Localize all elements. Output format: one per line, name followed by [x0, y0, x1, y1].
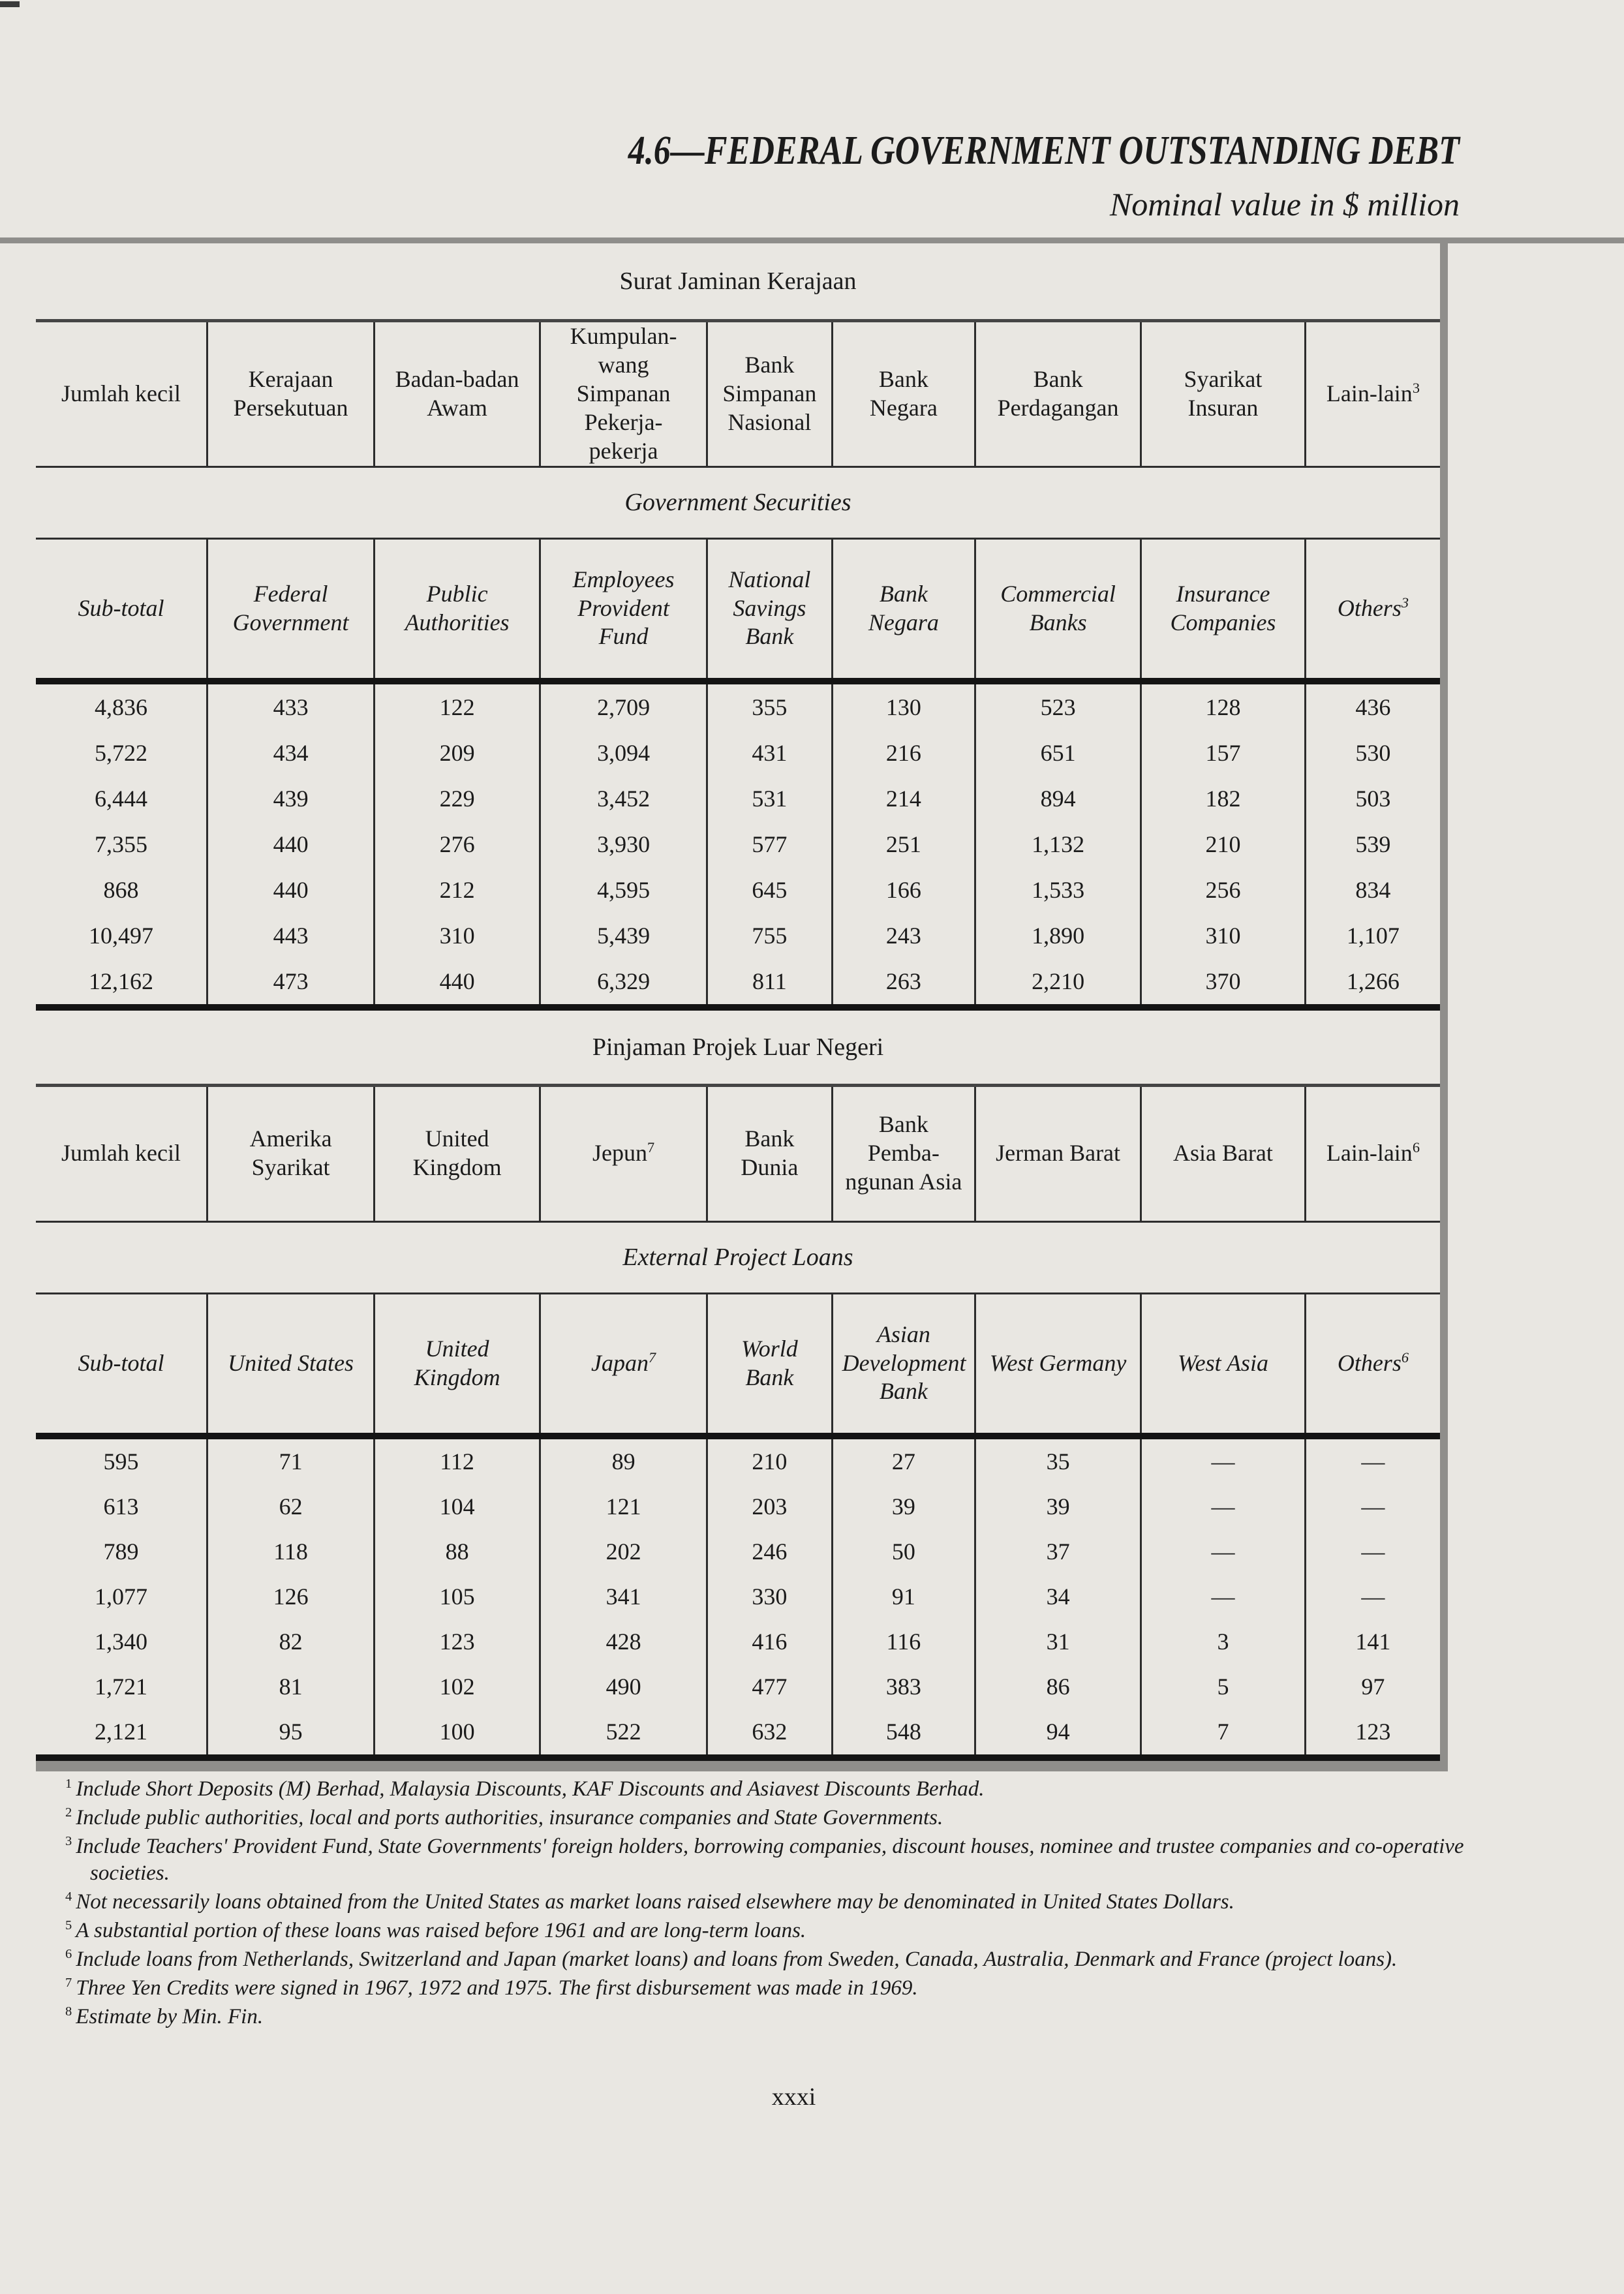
- table-cell: 3,094: [540, 730, 707, 776]
- table-cell: —: [1141, 1574, 1306, 1619]
- table-cell: 71: [207, 1439, 375, 1484]
- table-cell: 4,836: [95, 694, 148, 720]
- col-header: Bank Simpanan Nasional: [707, 321, 833, 467]
- table-row: [36, 1619, 1440, 1664]
- col-header: Federal Government: [207, 538, 375, 681]
- securities-data-table: [36, 684, 1440, 1011]
- securities-header-english: [36, 538, 1440, 684]
- table-row: [36, 776, 1440, 821]
- table-cell: 123: [1305, 1709, 1440, 1758]
- table-cell: 341: [540, 1574, 707, 1619]
- table-cell: 123: [375, 1619, 540, 1664]
- table-cell: —: [1141, 1484, 1306, 1529]
- table-row: [36, 1439, 1440, 1484]
- col-header: West Asia: [1141, 1293, 1306, 1436]
- table-row: [36, 958, 1440, 1007]
- table-cell: 256: [1141, 867, 1306, 913]
- table-cell: —: [1305, 1439, 1440, 1484]
- table-cell: 116: [832, 1619, 975, 1664]
- col-header: World Bank: [707, 1293, 833, 1436]
- table-cell: 202: [540, 1529, 707, 1574]
- table-cell: 355: [707, 684, 833, 730]
- table-row: [36, 1664, 1440, 1709]
- table-cell: 7: [1141, 1709, 1306, 1758]
- table-cell: —: [1305, 1484, 1440, 1529]
- col-header: United Kingdom: [375, 1293, 540, 1436]
- col-header: Others$^3$: [1305, 538, 1440, 681]
- footnote: $^7$ Three Yen Credits were signed in 1967, 1972 and 1975. The first disbursement was made in 1969.: [65, 1976, 918, 2000]
- table-row: [36, 730, 1440, 776]
- footnotes: [65, 1776, 1546, 2032]
- table-cell: 3: [1141, 1619, 1306, 1664]
- external-loans-header-english: [36, 1292, 1440, 1439]
- table-cell: 166: [832, 867, 975, 913]
- table-cell: 251: [832, 821, 975, 867]
- table-cell: 4,595: [540, 867, 707, 913]
- table-cell: 428: [540, 1619, 707, 1664]
- table-cell: 126: [207, 1574, 375, 1619]
- table-cell: 12,162: [89, 968, 154, 994]
- table-cell: 182: [1141, 776, 1306, 821]
- page-number: xxxi: [771, 2083, 816, 2111]
- table-cell: 105: [375, 1574, 540, 1619]
- table-cell: 5: [1141, 1664, 1306, 1709]
- table-cell: 1,132: [975, 821, 1141, 867]
- securities-section-title-english: Government Securities: [624, 489, 851, 517]
- table-cell: 5,722: [95, 739, 148, 766]
- table-cell: 1,077: [95, 1583, 148, 1610]
- table-cell: 81: [207, 1664, 375, 1709]
- table-cell: 522: [540, 1709, 707, 1758]
- table-cell: 443: [207, 913, 375, 958]
- table-cell: —: [1141, 1439, 1306, 1484]
- table-cell: 310: [375, 913, 540, 958]
- table-cell: 31: [975, 1619, 1141, 1664]
- header-row: [36, 538, 1440, 681]
- table-cell: 100: [375, 1709, 540, 1758]
- table-cell: 834: [1305, 867, 1440, 913]
- col-header: Jumlah kecil: [61, 1140, 181, 1167]
- table-row: [36, 1574, 1440, 1619]
- table-cell: 490: [540, 1664, 707, 1709]
- table-row: [36, 821, 1440, 867]
- col-header: Amerika Syarikat: [207, 1085, 375, 1221]
- col-header: Public Authorities: [375, 538, 540, 681]
- table-cell: 121: [540, 1484, 707, 1529]
- table-cell: 1,266: [1305, 958, 1440, 1007]
- table-row: [36, 684, 1440, 730]
- header-row: [36, 1085, 1440, 1221]
- col-header: Asia Barat: [1141, 1085, 1306, 1221]
- col-header: Kumpulan-wang Simpanan Pekerja-pekerja: [540, 321, 707, 467]
- external-loans-data-table: [36, 1439, 1440, 1761]
- col-header: Badan-badan Awam: [375, 321, 540, 467]
- table-cell: 39: [975, 1484, 1141, 1529]
- col-header: Syarikat Insuran: [1141, 321, 1306, 467]
- table-cell: 310: [1141, 913, 1306, 958]
- table-cell: 95: [207, 1709, 375, 1758]
- table-cell: 473: [207, 958, 375, 1007]
- table-cell: 141: [1305, 1619, 1440, 1664]
- footnote: $^3$ Include Teachers' Provident Fund, State Governments' foreign holders, borrowing companies, discount houses, nominee and trustee companies and co-operative societies.: [65, 1834, 1464, 1885]
- col-header: Sub-total: [78, 594, 164, 621]
- table-cell: 37: [975, 1529, 1141, 1574]
- table-cell: 2,121: [95, 1719, 148, 1745]
- table-cell: 477: [707, 1664, 833, 1709]
- table-cell: —: [1305, 1529, 1440, 1574]
- table-row: [36, 913, 1440, 958]
- table-cell: 214: [832, 776, 975, 821]
- table-cell: 229: [375, 776, 540, 821]
- table-cell: 416: [707, 1619, 833, 1664]
- table-cell: 613: [103, 1493, 139, 1520]
- external-loans-header-malay: [36, 1084, 1440, 1223]
- col-header: Bank Pemba-ngunan Asia: [832, 1085, 975, 1221]
- table-cell: 2,210: [975, 958, 1141, 1007]
- table-cell: 210: [1141, 821, 1306, 867]
- table-cell: 94: [975, 1709, 1141, 1758]
- table-cell: 50: [832, 1529, 975, 1574]
- table-cell: 440: [207, 821, 375, 867]
- table-cell: 86: [975, 1664, 1141, 1709]
- col-header: Bank Negara: [832, 538, 975, 681]
- table-cell: 112: [375, 1439, 540, 1484]
- table-cell: 433: [207, 684, 375, 730]
- table-cell: 595: [103, 1448, 139, 1475]
- header-row: [36, 321, 1440, 467]
- page-title: 4.6—FEDERAL GOVERNMENT OUTSTANDING DEBT: [628, 129, 1460, 173]
- col-header: Others$^6$: [1305, 1293, 1440, 1436]
- col-header: National Savings Bank: [707, 538, 833, 681]
- table-cell: 118: [207, 1529, 375, 1574]
- table-cell: 436: [1305, 684, 1440, 730]
- external-loans-section-title-english: External Project Loans: [622, 1244, 853, 1272]
- footnote: $^6$ Include loans from Netherlands, Switzerland and Japan (market loans) and loans from Sweden, Canada, Australia, Denmark and France (project loans).: [65, 1947, 1398, 1971]
- table-cell: 651: [975, 730, 1141, 776]
- table-cell: 3,452: [540, 776, 707, 821]
- col-header: Asian Development Bank: [832, 1293, 975, 1436]
- external-loans-section-title-malay: Pinjaman Projek Luar Negeri: [592, 1033, 884, 1061]
- securities-header-malay: [36, 319, 1440, 468]
- table-row: [36, 1484, 1440, 1529]
- table-cell: 1,340: [95, 1629, 148, 1655]
- table-cell: 440: [375, 958, 540, 1007]
- table-cell: 6,329: [540, 958, 707, 1007]
- table-cell: 632: [707, 1709, 833, 1758]
- table-cell: 102: [375, 1664, 540, 1709]
- table-cell: 523: [975, 684, 1141, 730]
- table-cell: 97: [1305, 1664, 1440, 1709]
- col-header: Japan$^7$: [540, 1293, 707, 1436]
- footnote: $^8$ Estimate by Min. Fin.: [65, 2004, 264, 2028]
- table-cell: 212: [375, 867, 540, 913]
- footnote: $^2$ Include public authorities, local and ports authorities, insurance companies and State Governments.: [65, 1805, 943, 1829]
- col-header: Employees Provident Fund: [540, 538, 707, 681]
- table-cell: 503: [1305, 776, 1440, 821]
- header-row: [36, 1293, 1440, 1436]
- table-cell: 246: [707, 1529, 833, 1574]
- table-cell: 548: [832, 1709, 975, 1758]
- table-cell: 210: [707, 1439, 833, 1484]
- page-top-rule: [0, 237, 1624, 243]
- table-cell: —: [1141, 1529, 1306, 1574]
- table-cell: 431: [707, 730, 833, 776]
- table-cell: 7,355: [95, 831, 148, 857]
- table-cell: 276: [375, 821, 540, 867]
- table-cell: 811: [707, 958, 833, 1007]
- table-cell: 216: [832, 730, 975, 776]
- table-cell: 1,107: [1305, 913, 1440, 958]
- table-cell: 370: [1141, 958, 1306, 1007]
- col-header: Lain-lain$^6$: [1305, 1085, 1440, 1221]
- table-cell: 27: [832, 1439, 975, 1484]
- table-cell: 645: [707, 867, 833, 913]
- table-cell: 6,444: [95, 785, 148, 812]
- table-cell: 789: [103, 1538, 139, 1565]
- footnote: $^5$ A substantial portion of these loans was raised before 1961 and are long-term loans.: [65, 1918, 806, 1942]
- table-cell: 439: [207, 776, 375, 821]
- table-cell: 243: [832, 913, 975, 958]
- col-header: Jerman Barat: [975, 1085, 1141, 1221]
- table-row: [36, 1709, 1440, 1758]
- col-header: Bank Perdagangan: [975, 321, 1141, 467]
- table-cell: 10,497: [89, 922, 154, 949]
- table-cell: 88: [375, 1529, 540, 1574]
- table-cell: 1,890: [975, 913, 1141, 958]
- table-cell: 122: [375, 684, 540, 730]
- table-cell: 530: [1305, 730, 1440, 776]
- col-header: Commercial Banks: [975, 538, 1141, 681]
- table-cell: 539: [1305, 821, 1440, 867]
- table-cell: 434: [207, 730, 375, 776]
- table-cell: 130: [832, 684, 975, 730]
- col-header: United States: [207, 1293, 375, 1436]
- debt-table: [36, 243, 1448, 1771]
- table-cell: 39: [832, 1484, 975, 1529]
- table-cell: 440: [207, 867, 375, 913]
- table-cell: 1,721: [95, 1674, 148, 1700]
- table-cell: 894: [975, 776, 1141, 821]
- table-cell: 1,533: [975, 867, 1141, 913]
- table-cell: 35: [975, 1439, 1141, 1484]
- col-header: Sub-total: [78, 1349, 164, 1376]
- footnote: $^4$ Not necessarily loans obtained from the United States as market loans raised elsewhere may be denominated in United States Dollars.: [65, 1889, 1234, 1914]
- footnote: $^1$ Include Short Deposits (M) Berhad, Malaysia Discounts, KAF Discounts and Asiavest Discounts Berhad.: [65, 1777, 985, 1801]
- table-cell: —: [1305, 1574, 1440, 1619]
- table-row: [36, 1529, 1440, 1574]
- col-header: Bank Dunia: [707, 1085, 833, 1221]
- table-cell: 82: [207, 1619, 375, 1664]
- table-cell: 868: [103, 876, 139, 903]
- table-cell: 755: [707, 913, 833, 958]
- col-header: Lain-lain$^3$: [1305, 321, 1440, 467]
- table-cell: 209: [375, 730, 540, 776]
- table-cell: 531: [707, 776, 833, 821]
- table-cell: 128: [1141, 684, 1306, 730]
- table-cell: 330: [707, 1574, 833, 1619]
- col-header: Kerajaan Persekutuan: [207, 321, 375, 467]
- col-header: West Germany: [975, 1293, 1141, 1436]
- col-header: Jepun$^7$: [540, 1085, 707, 1221]
- table-cell: 203: [707, 1484, 833, 1529]
- col-header: Insurance Companies: [1141, 538, 1306, 681]
- page-subtitle: Nominal value in $ million: [1109, 186, 1460, 222]
- table-cell: 5,439: [540, 913, 707, 958]
- table-cell: 3,930: [540, 821, 707, 867]
- securities-section-title-malay: Surat Jaminan Kerajaan: [619, 268, 857, 295]
- table-cell: 89: [540, 1439, 707, 1484]
- col-header: Bank Negara: [832, 321, 975, 467]
- table-cell: 2,709: [540, 684, 707, 730]
- table-row: [36, 867, 1440, 913]
- table-cell: 157: [1141, 730, 1306, 776]
- table-cell: 104: [375, 1484, 540, 1529]
- scan-corner-mark: [0, 1, 20, 7]
- table-cell: 91: [832, 1574, 975, 1619]
- col-header: Jumlah kecil: [61, 380, 181, 406]
- table-cell: 577: [707, 821, 833, 867]
- table-cell: 62: [207, 1484, 375, 1529]
- table-cell: 383: [832, 1664, 975, 1709]
- col-header: United Kingdom: [375, 1085, 540, 1221]
- table-cell: 263: [832, 958, 975, 1007]
- table-cell: 34: [975, 1574, 1141, 1619]
